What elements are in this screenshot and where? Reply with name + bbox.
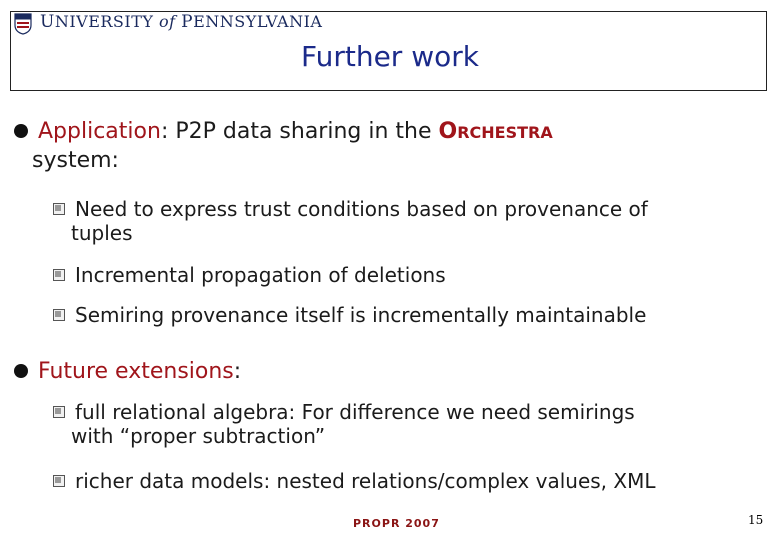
bullet-application: Application: P2P data sharing in the ORCHESTRA system: — [14, 120, 553, 173]
slide-title: Further work — [301, 40, 479, 73]
sub-bullet-deletions: Incremental propagation of deletions — [53, 263, 446, 287]
university-logo-text: UNIVERSITY of PENNSYLVANIA — [40, 12, 323, 32]
sub-bullet-square-icon — [53, 269, 65, 281]
page-number: 15 — [748, 513, 764, 527]
sub-bullet-semiring: Semiring provenance itself is incrementally maintainable — [53, 303, 646, 327]
penn-shield-icon — [14, 13, 32, 35]
sub-bullet-square-icon — [53, 309, 65, 321]
sub-bullet-trust: Need to express trust conditions based on provenance of tuples — [53, 197, 648, 245]
sub-bullet-data-models: richer data models: nested relations/complex values, XML — [53, 469, 655, 493]
sub-bullet-square-icon — [53, 475, 65, 487]
footer-conference: PROPR 2007 — [353, 517, 440, 530]
orchestra-name: ORCHESTRA — [438, 119, 553, 144]
bullet-dot-icon — [14, 124, 28, 138]
bullet-future-extensions: Future extensions: — [14, 360, 241, 384]
sub-bullet-square-icon — [53, 406, 65, 418]
header-divider — [10, 90, 767, 91]
bullet-dot-icon — [14, 364, 28, 378]
sub-bullet-relational-algebra: full relational algebra: For difference we need semirings with “proper subtraction” — [53, 400, 635, 448]
sub-bullet-square-icon — [53, 203, 65, 215]
